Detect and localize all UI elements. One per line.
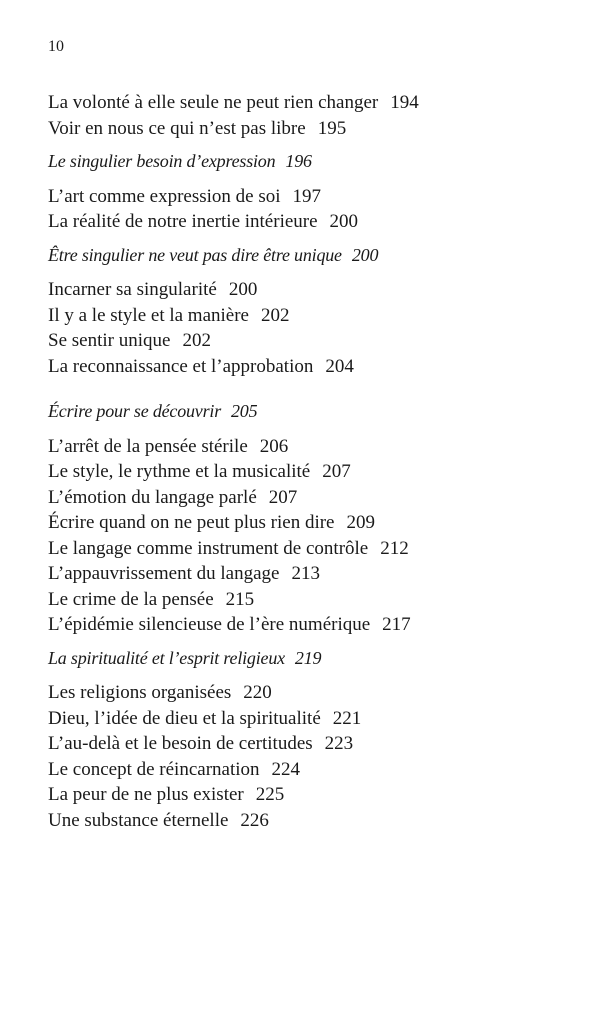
toc-entry-title: Se sentir unique <box>48 330 171 351</box>
toc-entry-page: 221 <box>332 707 362 729</box>
toc-entry-page: 204 <box>325 355 354 377</box>
toc-entry-page: 220 <box>243 682 272 703</box>
toc-entry <box>48 90 588 116</box>
toc-entry <box>48 116 588 142</box>
toc-entry <box>48 782 588 808</box>
table-of-contents <box>48 90 588 833</box>
toc-entry-page: 225 <box>255 784 285 805</box>
toc-entry <box>48 731 588 757</box>
toc-entry <box>48 757 588 783</box>
toc-entry <box>48 587 588 613</box>
toc-entry-page: 195 <box>317 117 347 139</box>
toc-entry <box>48 612 588 638</box>
toc-entry-page: 217 <box>382 614 411 635</box>
toc-entry-title: Le crime de la pensée <box>48 588 214 610</box>
toc-entry-title: Il y a le style et la manière <box>48 304 249 326</box>
toc-entry-page: 202 <box>182 330 211 351</box>
toc-entry-page: 207 <box>268 486 298 508</box>
toc-entry <box>48 184 588 210</box>
toc-entry-title: La reconnaissance et l’approbation <box>48 355 314 377</box>
toc-entry <box>48 328 588 354</box>
toc-entry-title: Voir en nous ce qui n’est pas libre <box>48 117 306 139</box>
toc-entry <box>48 303 588 329</box>
toc-entry-page: 213 <box>291 563 320 584</box>
toc-entry-title: Les religions organisées <box>48 682 232 703</box>
toc-entry <box>48 209 588 235</box>
toc-entry-title: La volonté à elle seule ne peut rien changer <box>48 92 379 113</box>
toc-entry-page: 194 <box>390 92 419 113</box>
toc-section-page: 200 <box>351 244 379 265</box>
toc-section-heading <box>48 149 588 175</box>
toc-entry <box>48 680 588 706</box>
toc-entry <box>48 459 588 485</box>
toc-entry <box>48 706 588 732</box>
toc-entry-title: Une substance éternelle <box>48 809 229 831</box>
toc-entry <box>48 485 588 511</box>
toc-section-heading <box>48 399 588 425</box>
toc-entry <box>48 536 588 562</box>
toc-entry-page: 207 <box>322 461 351 482</box>
toc-entry-page: 224 <box>271 758 301 780</box>
toc-entry-title: L’arrêt de la pensée stérile <box>48 435 248 457</box>
toc-entry-title: L’au-delà et le besoin de certitudes <box>48 733 313 754</box>
toc-entry <box>48 561 588 587</box>
toc-section-title: La spiritualité et l’esprit religieux <box>48 647 285 668</box>
toc-entry-title: L’épidémie silencieuse de l’ère numérique <box>48 614 371 635</box>
toc-entry-title: Le style, le rythme et la musicalité <box>48 461 311 482</box>
toc-entry-title: La peur de ne plus exister <box>48 784 244 805</box>
toc-entry-title: Écrire quand on ne peut plus rien dire <box>48 512 335 533</box>
toc-entry-title: Dieu, l’idée de dieu et la spiritualité <box>48 707 321 729</box>
toc-entry-page: 215 <box>225 588 255 610</box>
toc-section-heading <box>48 243 588 269</box>
toc-entry-page: 202 <box>261 304 290 326</box>
toc-section-title: Écrire pour se découvrir <box>48 401 221 421</box>
toc-entry <box>48 354 588 380</box>
toc-entry-title: L’appauvrissement du langage <box>48 563 280 584</box>
toc-entry-page: 206 <box>259 435 289 457</box>
toc-entry <box>48 434 588 460</box>
toc-entry-page: 212 <box>380 537 409 559</box>
toc-entry <box>48 277 588 303</box>
toc-section-page: 196 <box>285 151 312 171</box>
toc-entry-page: 209 <box>346 512 375 533</box>
toc-entry <box>48 808 588 834</box>
toc-section-title: Être singulier ne veut pas dire être unique <box>48 244 342 265</box>
toc-entry-title: Le concept de réincarnation <box>48 758 260 780</box>
toc-entry-page: 223 <box>324 733 354 754</box>
toc-entry-title: Incarner sa singularité <box>48 279 217 300</box>
toc-entry <box>48 510 588 536</box>
toc-section-heading <box>48 646 588 672</box>
toc-entry-page: 200 <box>228 279 258 300</box>
toc-entry-page: 197 <box>292 185 322 207</box>
toc-section-page: 219 <box>294 647 322 668</box>
toc-entry-title: La réalité de notre inertie intérieure <box>48 211 318 232</box>
toc-entry-page: 226 <box>240 809 269 831</box>
toc-entry-page: 200 <box>329 211 359 232</box>
toc-section-page: 205 <box>231 401 258 421</box>
page-number: 10 <box>48 38 64 55</box>
toc-entry-title: Le langage comme instrument de contrôle <box>48 537 369 559</box>
toc-entry-title: L’émotion du langage parlé <box>48 486 257 508</box>
toc-section-title: Le singulier besoin d’expression <box>48 151 276 171</box>
toc-entry-title: L’art comme expression de soi <box>48 185 281 207</box>
